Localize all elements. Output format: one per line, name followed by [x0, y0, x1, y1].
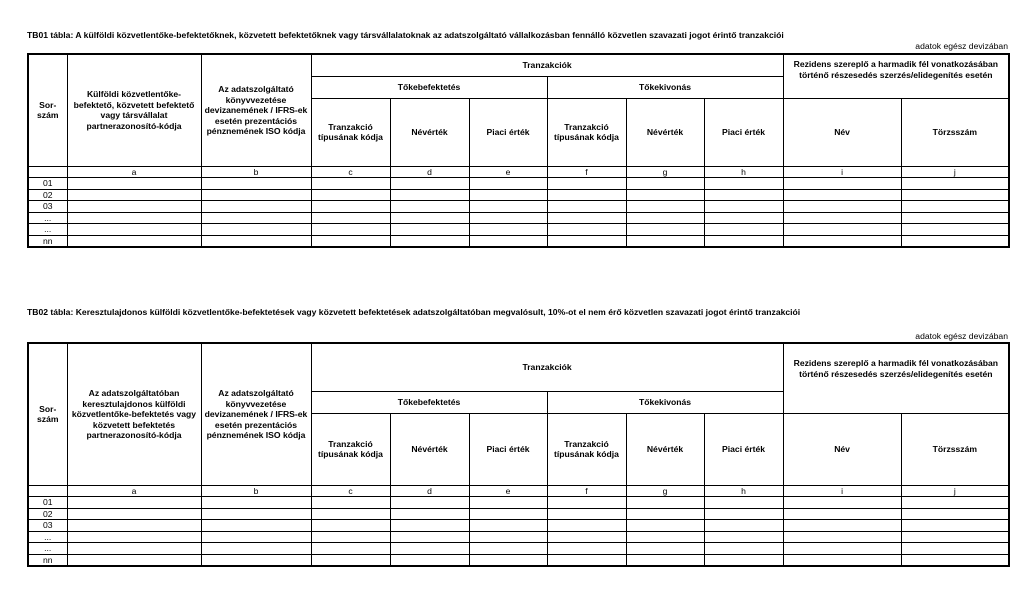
column-letter: i [783, 485, 901, 497]
header-piaci-ertek: Piaci érték [469, 413, 547, 485]
tb01-table [27, 53, 1010, 248]
row-number: nn [28, 235, 67, 247]
header-tranzakciok: Tranzakciók [311, 54, 783, 76]
header-nevertek: Névérték [626, 98, 704, 166]
header-partner-code: Külföldi közvetlentőke-befektető, közvetett befektető vagy társvállalat partnerazonosító-kódja [67, 54, 201, 166]
header-torzsszam: Törzsszám [901, 413, 1009, 485]
column-letter: b [201, 485, 311, 497]
column-letter: d [390, 166, 469, 178]
header-tranzakcio-kod: Tranzakció típusának kódja [547, 98, 626, 166]
header-partner-code: Az adatszolgáltatóban keresztulajdonos külföldi közvetlentőke-befektetés vagy közvetett befektetés partnerazonosító-kódja [67, 343, 201, 485]
row-number: nn [28, 554, 67, 566]
header-tranzakcio-kod: Tranzakció típusának kódja [311, 413, 390, 485]
header-nev: Név [783, 413, 901, 485]
column-letter: j [901, 166, 1009, 178]
unit-note: adatok egész devizában [915, 331, 1008, 341]
row-number: 02 [28, 189, 67, 201]
header-nevertek: Névérték [626, 413, 704, 485]
header-tokebefektetes: Tőkebefektetés [311, 76, 547, 98]
header-tokekivonas: Tőkekivonás [547, 76, 783, 98]
table-row [28, 212, 1009, 224]
column-letter: e [469, 485, 547, 497]
header-rezidens: Rezidens szereplő a harmadik fél vonatkozásában történő részesedés szerzés/elidegenítés esetén [783, 54, 1009, 98]
header-tokebefektetes: Tőkebefektetés [311, 391, 547, 413]
header-nevertek: Névérték [390, 413, 469, 485]
table-row [28, 178, 1009, 190]
table-row [28, 201, 1009, 213]
header-tranzakciok: Tranzakciók [311, 343, 783, 391]
table-row [28, 497, 1009, 509]
column-letter: d [390, 485, 469, 497]
unit-note: adatok egész devizában [915, 41, 1008, 51]
row-number: ... [28, 212, 67, 224]
row-number: 03 [28, 520, 67, 532]
header-tranzakcio-kod: Tranzakció típusának kódja [311, 98, 390, 166]
row-number: ... [28, 531, 67, 543]
column-letter: g [626, 166, 704, 178]
table-row [28, 508, 1009, 520]
table-row [28, 189, 1009, 201]
column-letter: e [469, 166, 547, 178]
table-title: TB01 tábla: A külföldi közvetlentőke-befektetőknek, közvetett befektetőknek vagy társvállalatoknak az adatszolgáltató vállalkozásban fennálló közvetlen szavazati jogot érintő tranzakciói [27, 30, 784, 40]
column-letter: i [783, 166, 901, 178]
column-letter: h [704, 485, 783, 497]
header-sorszam: Sor- szám [28, 343, 67, 485]
column-letter: c [311, 485, 390, 497]
header-piaci-ertek: Piaci érték [704, 98, 783, 166]
row-number: ... [28, 543, 67, 555]
table-row [28, 531, 1009, 543]
row-number: 02 [28, 508, 67, 520]
column-letter: h [704, 166, 783, 178]
table-row [28, 520, 1009, 532]
column-letter: f [547, 166, 626, 178]
table-row [28, 543, 1009, 555]
header-currency-iso: Az adatszolgáltató könyvvezetése devizanemének / IFRS-ek esetén prezentációs pénznemének ISO kódja [201, 343, 311, 485]
header-sorszam: Sor- szám [28, 54, 67, 166]
header-piaci-ertek: Piaci érték [704, 413, 783, 485]
header-tranzakcio-kod: Tranzakció típusának kódja [547, 413, 626, 485]
header-currency-iso: Az adatszolgáltató könyvvezetése devizanemének / IFRS-ek esetén prezentációs pénznemének ISO kódja [201, 54, 311, 166]
column-letter: f [547, 485, 626, 497]
header-nevertek: Névérték [390, 98, 469, 166]
table-row [28, 554, 1009, 566]
column-letter: a [67, 166, 201, 178]
tb02-table [27, 342, 1010, 567]
header-piaci-ertek: Piaci érték [469, 98, 547, 166]
table-row [28, 224, 1009, 236]
table-title: TB02 tábla: Keresztulajdonos külföldi közvetlentőke-befektetések vagy közvetett befektetések adatszolgáltatóban megvalósult, 10%-ot el nem érő közvetlen szavazati jogot érintő tranzakciói [27, 307, 801, 317]
table-row [28, 235, 1009, 247]
column-letter: c [311, 166, 390, 178]
header-torzsszam: Törzsszám [901, 98, 1009, 166]
header-rezidens: Rezidens szereplő a harmadik fél vonatkozásában történő részesedés szerzés/elidegenítés esetén [783, 343, 1009, 413]
header-tokekivonas: Tőkekivonás [547, 391, 783, 413]
column-letter: a [67, 485, 201, 497]
row-number: 01 [28, 178, 67, 190]
column-letter: j [901, 485, 1009, 497]
row-number: 01 [28, 497, 67, 509]
column-letter: g [626, 485, 704, 497]
row-number: 03 [28, 201, 67, 213]
row-number: ... [28, 224, 67, 236]
header-nev: Név [783, 98, 901, 166]
column-letter: b [201, 166, 311, 178]
